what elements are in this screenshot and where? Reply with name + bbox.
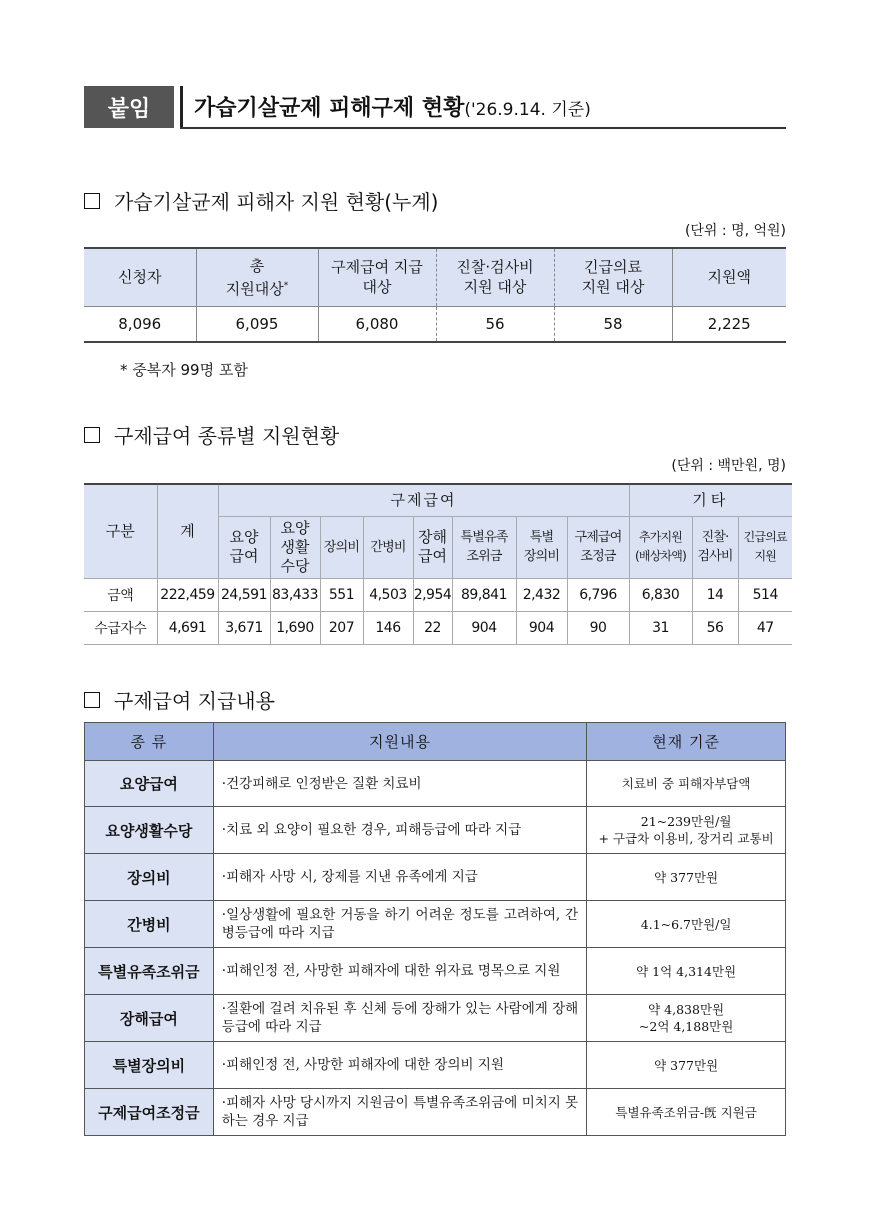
row-content: ·건강피해로 인정받은 질환 치료비	[213, 761, 586, 807]
page-title	[194, 91, 591, 122]
table-cell: 146	[363, 611, 413, 644]
value-exam-target: 56	[436, 306, 554, 342]
header-category: 구분	[84, 484, 157, 578]
table-cell: 2,954	[413, 578, 452, 611]
table-cell: 207	[320, 611, 363, 644]
row-content: ·치료 외 요양이 필요한 경우, 피해등급에 따라 지급	[213, 807, 586, 854]
header-emergency-target: 긴급의료 지원 대상	[554, 248, 672, 306]
table-cell: 24,591	[218, 578, 270, 611]
header-relief-target: 구제급여 지급 대상	[318, 248, 436, 306]
table-cell: 551	[320, 578, 363, 611]
header-total: 계	[157, 484, 218, 578]
header-additional-support: 추가지원 (배상차액)	[629, 516, 692, 578]
row-kind: 특별장의비	[85, 1042, 214, 1089]
header-nursing: 간병비	[363, 516, 413, 578]
table-row	[85, 995, 786, 1042]
row-content: ·피해자 사망 시, 장제를 지낸 유족에게 지급	[213, 854, 586, 901]
section1-heading-suffix: (누계)	[384, 190, 439, 214]
row-current: 치료비 중 피해자부담액	[587, 761, 786, 807]
row-kind: 장의비	[85, 854, 214, 901]
table-cell: 22	[413, 611, 452, 644]
table-cell: 1,690	[270, 611, 320, 644]
row-content: ·피해인정 전, 사망한 피해자에 대한 위자료 명목으로 지원	[213, 948, 586, 995]
table-cell: 6,796	[567, 578, 629, 611]
row-current: 약 1억 4,314만원	[587, 948, 786, 995]
title-divider	[180, 86, 183, 128]
table-cell: 56	[692, 611, 738, 644]
checkbox-square-icon	[84, 427, 100, 443]
table-row	[85, 761, 786, 807]
table-cell: 90	[567, 611, 629, 644]
section3-heading	[84, 685, 275, 714]
table-cell: 514	[738, 578, 792, 611]
header-total-support: 총 지원대상*	[196, 248, 318, 306]
table-row	[85, 948, 786, 995]
row-current: 4.1~6.7만원/일	[587, 901, 786, 948]
table-cell: 904	[452, 611, 516, 644]
page-title-date: ('26.9.14. 기준)	[464, 100, 591, 120]
table-row	[85, 854, 786, 901]
table-cell: 904	[516, 611, 567, 644]
table-cell: 14	[692, 578, 738, 611]
table-cell: 4,691	[157, 611, 218, 644]
support-status-table	[84, 247, 786, 343]
header-applicants: 신청자	[84, 248, 196, 306]
row-kind: 요양생활수당	[85, 807, 214, 854]
row-current: 약 4,838만원 ~2억 4,188만원	[587, 995, 786, 1042]
row-kind: 장해급여	[85, 995, 214, 1042]
value-relief-target: 6,080	[318, 306, 436, 342]
header-support-amount: 지원액	[672, 248, 786, 306]
table-cell: 6,830	[629, 578, 692, 611]
table-row	[85, 807, 786, 854]
row-content: ·피해자 사망 당시까지 지원금이 특별유족조위금에 미치지 못하는 경우 지급	[213, 1089, 586, 1136]
title-underline	[180, 127, 786, 129]
row-current: 약 377만원	[587, 1042, 786, 1089]
value-applicants: 8,096	[84, 306, 196, 342]
header-current: 현재 기준	[587, 723, 786, 761]
row-kind: 간병비	[85, 901, 214, 948]
header-adjustment: 구제급여 조정금	[567, 516, 629, 578]
row-label: 금액	[84, 578, 157, 611]
row-label: 수급자수	[84, 611, 157, 644]
table-row	[85, 1089, 786, 1136]
relief-type-table	[84, 483, 792, 645]
row-kind: 구제급여조정금	[85, 1089, 214, 1136]
row-kind: 요양급여	[85, 761, 214, 807]
row-kind: 특별유족조위금	[85, 948, 214, 995]
section2-heading-text: 구제급여 종류별 지원현황	[114, 424, 340, 448]
value-total-support: 6,095	[196, 306, 318, 342]
table-cell: 47	[738, 611, 792, 644]
checkbox-square-icon	[84, 692, 100, 708]
table-cell: 83,433	[270, 578, 320, 611]
header-disability: 장해 급여	[413, 516, 452, 578]
table-row	[85, 1042, 786, 1089]
value-support-amount: 2,225	[672, 306, 786, 342]
row-current: 약 377만원	[587, 854, 786, 901]
header-exam-cost: 진찰· 검사비	[692, 516, 738, 578]
table-cell: 2,432	[516, 578, 567, 611]
section1-heading	[84, 186, 438, 215]
section2-unit: (단위 : 백만원, 명)	[671, 458, 786, 474]
header-emergency-medical: 긴급의료 지원	[738, 516, 792, 578]
header-special-funeral: 특별 장의비	[516, 516, 567, 578]
table-cell: 3,671	[218, 611, 270, 644]
header-other-group: 기타	[629, 484, 792, 516]
row-current: 21~239만원/월 + 구급차 이용비, 장거리 교통비	[587, 807, 786, 854]
relief-content-table	[84, 722, 786, 1136]
attachment-badge: 붙임	[84, 86, 174, 128]
row-current: 특별유족조위금-旣 지원금	[587, 1089, 786, 1136]
table-cell: 222,459	[157, 578, 218, 611]
row-content: ·일상생활에 필요한 거동을 하기 어려운 정도를 고려하여, 간병등급에 따라 지급	[213, 901, 586, 948]
header-content: 지원내용	[213, 723, 586, 761]
table-cell: 4,503	[363, 578, 413, 611]
table-cell: 31	[629, 611, 692, 644]
section3-heading-text: 구제급여 지급내용	[114, 689, 275, 713]
header-relief-group: 구제급여	[218, 484, 629, 516]
table-row	[84, 578, 792, 611]
section1-heading-text: 가습기살균제 피해자 지원 현황	[114, 190, 385, 214]
table-row	[85, 901, 786, 948]
header-exam-target: 진찰·검사비 지원 대상	[436, 248, 554, 306]
header-special-condolence: 특별유족 조위금	[452, 516, 516, 578]
section1-unit: (단위 : 명, 억원)	[684, 223, 786, 239]
page-title-text: 가습기살균제 피해구제 현황	[194, 96, 465, 121]
header-medical-benefit: 요양 급여	[218, 516, 270, 578]
checkbox-square-icon	[84, 193, 100, 209]
section2-heading	[84, 420, 339, 449]
value-emergency-target: 58	[554, 306, 672, 342]
section1-footnote: * 중복자 99명 포함	[120, 361, 248, 379]
header-care-allowance: 요양 생활 수당	[270, 516, 320, 578]
table-cell: 89,841	[452, 578, 516, 611]
row-content: ·피해인정 전, 사망한 피해자에 대한 장의비 지원	[213, 1042, 586, 1089]
header-kind: 종 류	[85, 723, 214, 761]
header-funeral: 장의비	[320, 516, 363, 578]
row-content: ·질환에 걸려 치유된 후 신체 등에 장해가 있는 사람에게 장해등급에 따라 지급	[213, 995, 586, 1042]
table-row	[84, 611, 792, 644]
